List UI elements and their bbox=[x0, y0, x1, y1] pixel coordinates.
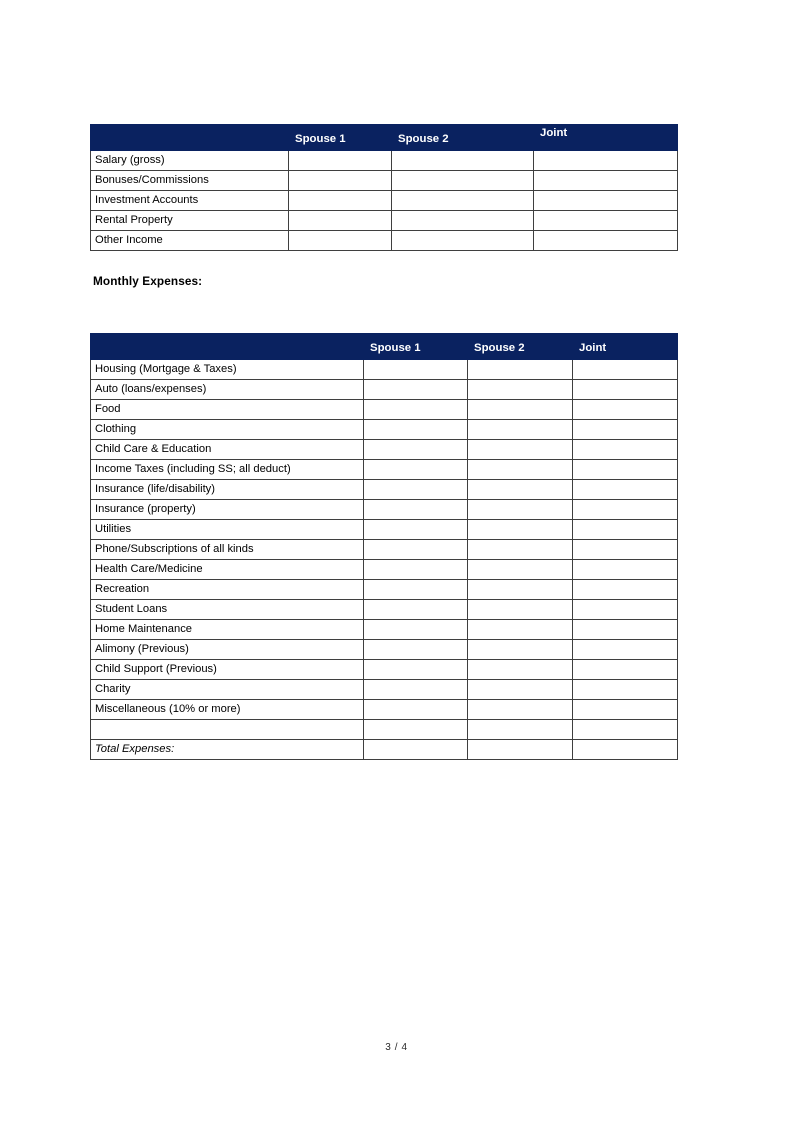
expense-cell-spouse-1[interactable] bbox=[364, 620, 468, 640]
total-expenses-joint[interactable] bbox=[573, 740, 678, 760]
expense-cell-spouse-1[interactable] bbox=[364, 520, 468, 540]
expense-table-header bbox=[91, 334, 678, 360]
income-table bbox=[90, 124, 678, 251]
total-expenses-row bbox=[91, 740, 678, 760]
income-row-label: Salary (gross) bbox=[91, 151, 289, 171]
expense-cell-spouse-2[interactable] bbox=[468, 460, 573, 480]
expense-header-blank bbox=[91, 334, 364, 360]
table-row bbox=[91, 400, 678, 420]
expense-cell-joint[interactable] bbox=[573, 700, 678, 720]
expense-cell-spouse-2[interactable] bbox=[468, 380, 573, 400]
table-row bbox=[91, 380, 678, 400]
expense-row-label: Housing (Mortgage & Taxes) bbox=[91, 360, 364, 380]
expense-cell-joint[interactable] bbox=[573, 380, 678, 400]
expense-cell-joint[interactable] bbox=[573, 560, 678, 580]
expense-cell-spouse-2[interactable] bbox=[468, 500, 573, 520]
expense-header-row bbox=[91, 334, 678, 360]
expense-cell-spouse-1[interactable] bbox=[364, 640, 468, 660]
expense-cell-spouse-1[interactable] bbox=[364, 540, 468, 560]
expense-cell-spouse-2[interactable] bbox=[468, 680, 573, 700]
income-cell-joint[interactable] bbox=[534, 191, 678, 211]
expense-cell-joint[interactable] bbox=[573, 640, 678, 660]
expense-cell-spouse-2[interactable] bbox=[468, 720, 573, 740]
expense-cell-spouse-2[interactable] bbox=[468, 440, 573, 460]
income-table-body bbox=[91, 151, 678, 251]
table-row bbox=[91, 580, 678, 600]
expense-row-label: Phone/Subscriptions of all kinds bbox=[91, 540, 364, 560]
expense-cell-spouse-2[interactable] bbox=[468, 540, 573, 560]
income-row-label: Other Income bbox=[91, 231, 289, 251]
expense-row-label: Income Taxes (including SS; all deduct) bbox=[91, 460, 364, 480]
expense-row-label: Home Maintenance bbox=[91, 620, 364, 640]
income-cell-spouse-2[interactable] bbox=[392, 191, 534, 211]
table-row bbox=[91, 360, 678, 380]
expense-cell-spouse-2[interactable] bbox=[468, 560, 573, 580]
page-number-footer: 3 / 4 bbox=[385, 1042, 408, 1053]
table-row bbox=[91, 480, 678, 500]
total-expenses-spouse-2[interactable] bbox=[468, 740, 573, 760]
table-row-blank bbox=[91, 720, 678, 740]
expense-cell-joint[interactable] bbox=[573, 680, 678, 700]
expense-cell-joint[interactable] bbox=[573, 480, 678, 500]
expense-cell-joint[interactable] bbox=[573, 600, 678, 620]
table-row bbox=[91, 231, 678, 251]
expense-cell-spouse-1[interactable] bbox=[364, 600, 468, 620]
income-cell-spouse-1[interactable] bbox=[289, 231, 392, 251]
income-row-label: Investment Accounts bbox=[91, 191, 289, 211]
expense-cell-spouse-1[interactable] bbox=[364, 460, 468, 480]
expense-cell-spouse-1[interactable] bbox=[364, 480, 468, 500]
expense-cell-spouse-1[interactable] bbox=[364, 380, 468, 400]
expense-cell-joint[interactable] bbox=[573, 360, 678, 380]
expense-cell-joint[interactable] bbox=[573, 420, 678, 440]
income-cell-spouse-1[interactable] bbox=[289, 211, 392, 231]
income-header-spouse-2: Spouse 2 bbox=[392, 125, 534, 151]
income-cell-joint[interactable] bbox=[534, 171, 678, 191]
table-row bbox=[91, 171, 678, 191]
income-cell-spouse-1[interactable] bbox=[289, 151, 392, 171]
expense-cell-spouse-1[interactable] bbox=[364, 500, 468, 520]
expense-row-label: Child Support (Previous) bbox=[91, 660, 364, 680]
expense-table bbox=[90, 333, 678, 760]
expense-row-label: Student Loans bbox=[91, 600, 364, 620]
expense-cell-spouse-2[interactable] bbox=[468, 700, 573, 720]
income-header-joint: Joint bbox=[534, 125, 678, 151]
income-cell-spouse-1[interactable] bbox=[289, 171, 392, 191]
income-header-blank bbox=[91, 125, 289, 151]
expense-cell-joint[interactable] bbox=[573, 540, 678, 560]
expense-row-label bbox=[91, 720, 364, 740]
expense-row-label: Charity bbox=[91, 680, 364, 700]
expense-row-label: Insurance (life/disability) bbox=[91, 480, 364, 500]
table-row bbox=[91, 640, 678, 660]
table-row bbox=[91, 520, 678, 540]
expense-cell-spouse-2[interactable] bbox=[468, 660, 573, 680]
expense-row-label: Miscellaneous (10% or more) bbox=[91, 700, 364, 720]
table-row bbox=[91, 620, 678, 640]
expense-cell-joint[interactable] bbox=[573, 400, 678, 420]
expense-header-spouse-1: Spouse 1 bbox=[364, 334, 468, 360]
table-row bbox=[91, 540, 678, 560]
expense-table-body bbox=[91, 360, 678, 760]
income-header-spouse-1: Spouse 1 bbox=[289, 125, 392, 151]
income-cell-spouse-2[interactable] bbox=[392, 231, 534, 251]
expense-row-label: Food bbox=[91, 400, 364, 420]
table-row bbox=[91, 420, 678, 440]
expense-cell-spouse-2[interactable] bbox=[468, 580, 573, 600]
table-row bbox=[91, 151, 678, 171]
expense-cell-joint[interactable] bbox=[573, 460, 678, 480]
income-row-label: Bonuses/Commissions bbox=[91, 171, 289, 191]
expense-row-label: Insurance (property) bbox=[91, 500, 364, 520]
income-cell-spouse-1[interactable] bbox=[289, 191, 392, 211]
expense-cell-joint[interactable] bbox=[573, 440, 678, 460]
table-row bbox=[91, 440, 678, 460]
expense-cell-spouse-1[interactable] bbox=[364, 580, 468, 600]
expense-row-label: Clothing bbox=[91, 420, 364, 440]
total-expenses-label: Total Expenses: bbox=[91, 740, 364, 760]
expense-cell-joint[interactable] bbox=[573, 500, 678, 520]
expense-row-label: Health Care/Medicine bbox=[91, 560, 364, 580]
expense-cell-spouse-2[interactable] bbox=[468, 600, 573, 620]
expense-cell-spouse-2[interactable] bbox=[468, 520, 573, 540]
income-cell-spouse-2[interactable] bbox=[392, 171, 534, 191]
expense-cell-joint[interactable] bbox=[573, 660, 678, 680]
total-expenses-spouse-1[interactable] bbox=[364, 740, 468, 760]
expense-cell-spouse-2[interactable] bbox=[468, 400, 573, 420]
table-row bbox=[91, 560, 678, 580]
expense-row-label: Auto (loans/expenses) bbox=[91, 380, 364, 400]
expense-cell-spouse-2[interactable] bbox=[468, 480, 573, 500]
expense-cell-spouse-1[interactable] bbox=[364, 560, 468, 580]
expense-cell-spouse-2[interactable] bbox=[468, 360, 573, 380]
income-cell-joint[interactable] bbox=[534, 211, 678, 231]
table-row bbox=[91, 680, 678, 700]
expense-row-label: Child Care & Education bbox=[91, 440, 364, 460]
table-row bbox=[91, 500, 678, 520]
income-header-row bbox=[91, 125, 678, 151]
expense-cell-spouse-1[interactable] bbox=[364, 440, 468, 460]
expense-cell-joint[interactable] bbox=[573, 580, 678, 600]
expense-cell-joint[interactable] bbox=[573, 520, 678, 540]
expense-row-label: Recreation bbox=[91, 580, 364, 600]
income-row-label: Rental Property bbox=[91, 211, 289, 231]
expense-cell-spouse-1[interactable] bbox=[364, 680, 468, 700]
expense-cell-spouse-1[interactable] bbox=[364, 420, 468, 440]
expense-row-label: Utilities bbox=[91, 520, 364, 540]
expense-cell-spouse-2[interactable] bbox=[468, 420, 573, 440]
table-row bbox=[91, 191, 678, 211]
expense-row-label: Alimony (Previous) bbox=[91, 640, 364, 660]
table-row bbox=[91, 700, 678, 720]
expense-cell-spouse-1[interactable] bbox=[364, 700, 468, 720]
expense-cell-spouse-1[interactable] bbox=[364, 660, 468, 680]
table-row bbox=[91, 660, 678, 680]
expense-cell-spouse-1[interactable] bbox=[364, 360, 468, 380]
income-cell-joint[interactable] bbox=[534, 151, 678, 171]
income-cell-spouse-2[interactable] bbox=[392, 151, 534, 171]
expense-cell-joint[interactable] bbox=[573, 620, 678, 640]
expense-cell-joint[interactable] bbox=[573, 720, 678, 740]
table-row bbox=[91, 211, 678, 231]
table-row bbox=[91, 600, 678, 620]
income-table-header bbox=[91, 125, 678, 151]
monthly-expenses-heading: Monthly Expenses: bbox=[93, 274, 203, 288]
expense-cell-spouse-2[interactable] bbox=[468, 620, 573, 640]
income-cell-spouse-2[interactable] bbox=[392, 211, 534, 231]
expense-header-spouse-2: Spouse 2 bbox=[468, 334, 573, 360]
income-cell-joint[interactable] bbox=[534, 231, 678, 251]
expense-header-joint: Joint bbox=[573, 334, 678, 360]
expense-cell-spouse-2[interactable] bbox=[468, 640, 573, 660]
expense-cell-spouse-1[interactable] bbox=[364, 400, 468, 420]
table-row bbox=[91, 460, 678, 480]
expense-cell-spouse-1[interactable] bbox=[364, 720, 468, 740]
